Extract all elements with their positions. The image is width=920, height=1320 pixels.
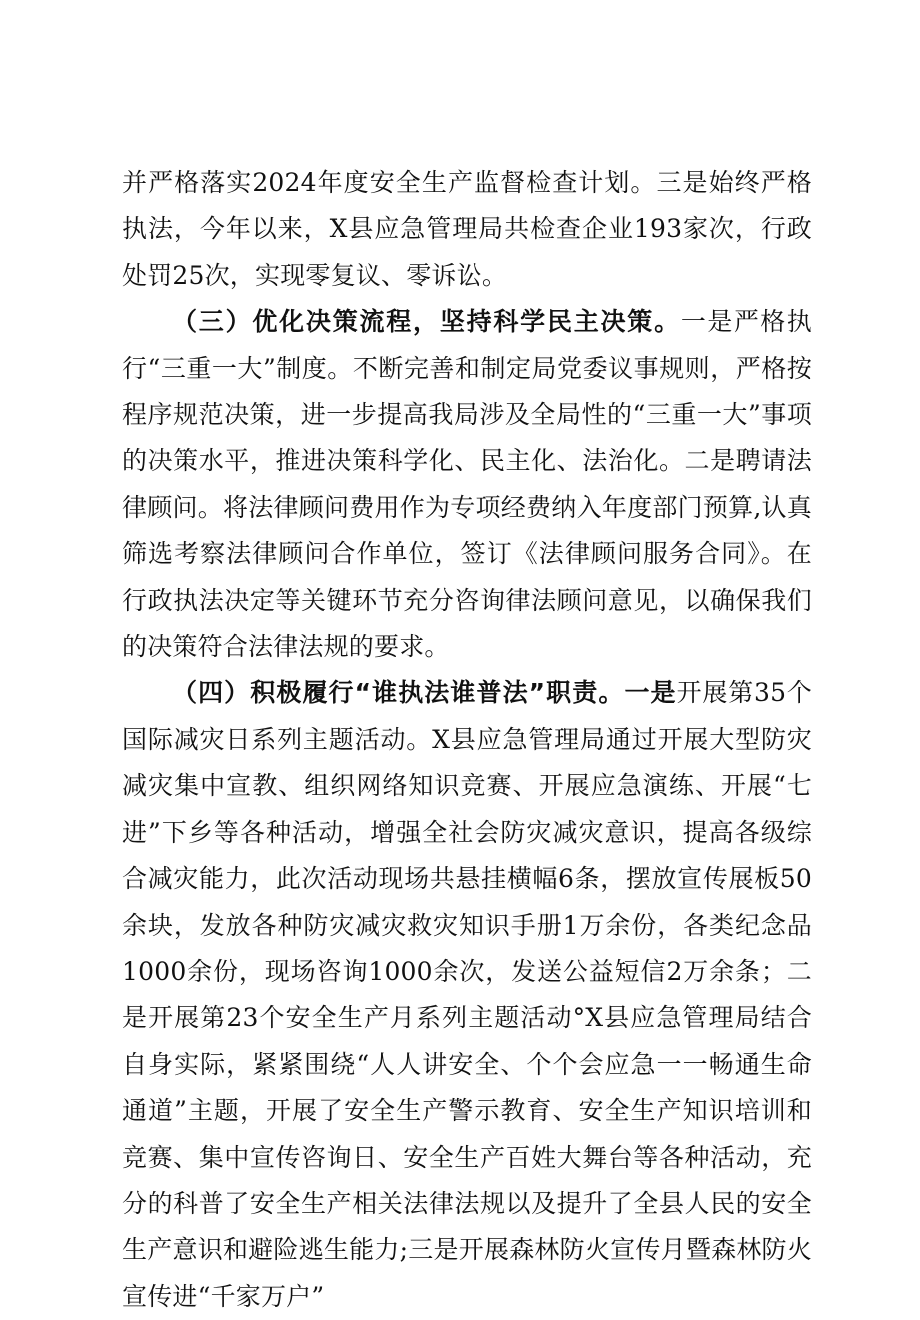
- paragraph-text: 一是严格执行“三重一大”制度。不断完善和制定局党委议事规则，严格按程序规范决策，进一步提高我局涉及全局性的“三重一大”事项的决策水平，推进决策科学化、民主化、法治化。二是聘请法律顾问。将法律顾问费用作为专项经费纳入年度部门预算,认真筛选考察法律顾问合作单位，签订《法律顾问服务合同》。在行政执法决定等关键环节充分咨询律法顾问意见，以确保我们的决策符合法律法规的要求。: [122, 307, 812, 662]
- section-heading: （三）优化决策流程，坚持科学民主决策。: [172, 307, 681, 337]
- paragraph-section-4: [122, 670, 812, 1320]
- paragraph-text: 并严格落实2024年度安全生产监督检查计划。三是始终严格执法，今年以来，X县应急管理局共检查企业193家次，行政处罚25次，实现零复议、零诉讼。: [122, 168, 812, 290]
- document-body: [122, 160, 812, 1320]
- paragraph-section-3: [122, 299, 812, 670]
- section-heading: （四）积极履行“谁执法谁普法”职责。一是: [172, 678, 677, 708]
- paragraph-text: 开展第35个国际减灾日系列主题活动。X县应急管理局通过开展大型防灾减灾集中宣教、组织网络知识竞赛、开展应急演练、开展“七进”下乡等各种活动，增强全社会防灾减灾意识，提高各级综合减灾能力，此次活动现场共悬挂横幅6条，摆放宣传展板50余块，发放各种防灾减灾救灾知识手册1万余份，各类纪念品1000余份，现场咨询1000余次，发送公益短信2万余条；二是开展第23个安全生产月系列主题活动°X县应急管理局结合自身实际，紧紧围绕“人人讲安全、个个会应急一一畅通生命通道”主题，开展了安全生产警示教育、安全生产知识培训和竞赛、集中宣传咨询日、安全生产百姓大舞台等各种活动，充分的科普了安全生产相关法律法规以及提升了全县人民的安全生产意识和避险逃生能力;三是开展森林防火宣传月暨森林防火宣传进“千家万户”: [122, 678, 812, 1311]
- paragraph-continuation: [122, 160, 812, 299]
